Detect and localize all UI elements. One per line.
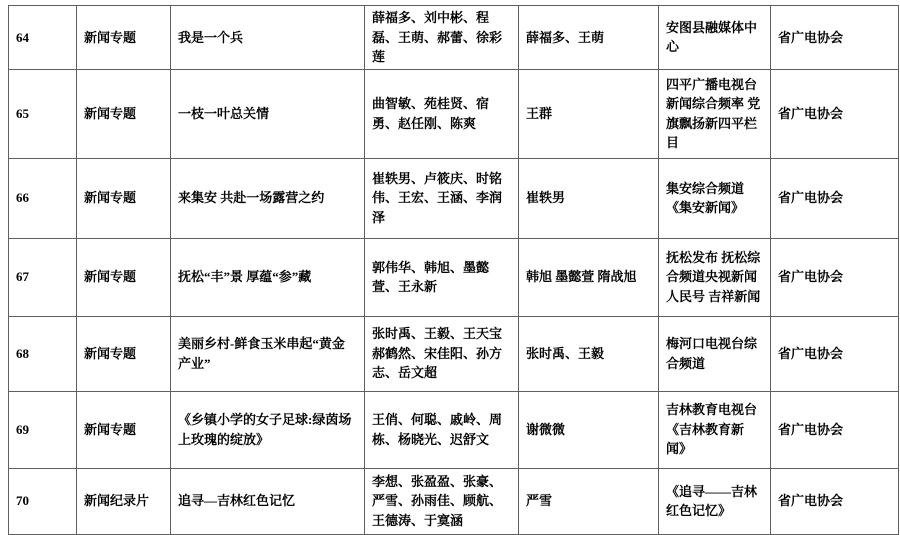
cell-editors: 严雪 <box>519 468 659 534</box>
cell-number: 70 <box>9 468 77 534</box>
cell-editors: 谢微微 <box>519 391 659 468</box>
cell-category: 新闻专题 <box>77 391 171 468</box>
cell-creators: 崔轶男、卢筱庆、时铭伟、王宏、王涵、李润泽 <box>365 158 519 238</box>
cell-category: 新闻专题 <box>77 316 171 391</box>
cell-title: 来集安 共赴一场露营之约 <box>171 158 365 238</box>
cell-category: 新闻纪录片 <box>77 468 171 534</box>
cell-number: 65 <box>9 69 77 158</box>
cell-category: 新闻专题 <box>77 6 171 70</box>
cell-editors: 王群 <box>519 69 659 158</box>
cell-category: 新闻专题 <box>77 158 171 238</box>
cell-title: 一枝一叶总关情 <box>171 69 365 158</box>
cell-creators: 薛福多、刘中彬、程磊、王萌、郝蕾、徐彩莲 <box>365 6 519 70</box>
cell-number: 64 <box>9 6 77 70</box>
cell-creators: 郭伟华、韩旭、墨懿萱、王永新 <box>365 238 519 316</box>
cell-issuer: 省广电协会 <box>771 391 899 468</box>
cell-editors: 韩旭 墨懿萱 隋战旭 <box>519 238 659 316</box>
cell-issuer: 省广电协会 <box>771 238 899 316</box>
cell-editors: 薛福多、王萌 <box>519 6 659 70</box>
table-body <box>9 6 899 535</box>
cell-number: 69 <box>9 391 77 468</box>
table-row <box>9 69 899 158</box>
cell-number: 68 <box>9 316 77 391</box>
cell-creators: 张时禹、王毅、王天宝郝鹤然、宋佳阳、孙方志、岳文超 <box>365 316 519 391</box>
cell-organization: 四平广播电视台新闻综合频率 党旗飘扬新四平栏目 <box>659 69 771 158</box>
cell-organization: 集安综合频道《集安新闻》 <box>659 158 771 238</box>
cell-issuer: 省广电协会 <box>771 158 899 238</box>
table-row <box>9 238 899 316</box>
cell-category: 新闻专题 <box>77 238 171 316</box>
cell-title: 《乡镇小学的女子足球:绿茵场上玫瑰的绽放》 <box>171 391 365 468</box>
cell-creators: 王俏、何聪、戚岭、周栋、杨晓光、迟舒文 <box>365 391 519 468</box>
cell-issuer: 省广电协会 <box>771 316 899 391</box>
table-row <box>9 468 899 534</box>
cell-organization: 抚松发布 抚松综合频道央视新闻 人民号 吉祥新闻 <box>659 238 771 316</box>
table-row <box>9 158 899 238</box>
cell-issuer: 省广电协会 <box>771 468 899 534</box>
cell-organization: 《追寻——吉林红色记忆》 <box>659 468 771 534</box>
cell-title: 追寻—吉林红色记忆 <box>171 468 365 534</box>
table-row <box>9 316 899 391</box>
cell-creators: 曲智敏、苑桂贤、宿勇、赵任刚、陈爽 <box>365 69 519 158</box>
cell-editors: 张时禹、王毅 <box>519 316 659 391</box>
table-row <box>9 391 899 468</box>
cell-issuer: 省广电协会 <box>771 69 899 158</box>
cell-number: 67 <box>9 238 77 316</box>
cell-organization: 吉林教育电视台《吉林教育新闻》 <box>659 391 771 468</box>
cell-organization: 梅河口电视台综合频道 <box>659 316 771 391</box>
cell-category: 新闻专题 <box>77 69 171 158</box>
cell-title: 我是一个兵 <box>171 6 365 70</box>
awards-table <box>8 5 899 535</box>
table-row <box>9 6 899 70</box>
cell-organization: 安图县融媒体中心 <box>659 6 771 70</box>
cell-issuer: 省广电协会 <box>771 6 899 70</box>
cell-title: 抚松“丰”景 厚蕴“参”藏 <box>171 238 365 316</box>
cell-number: 66 <box>9 158 77 238</box>
cell-creators: 李想、张盈盈、张豪、严雪、孙雨佳、顾航、王德涛、于寞涵 <box>365 468 519 534</box>
cell-title: 美丽乡村-鲜食玉米串起“黄金产业” <box>171 316 365 391</box>
cell-editors: 崔轶男 <box>519 158 659 238</box>
